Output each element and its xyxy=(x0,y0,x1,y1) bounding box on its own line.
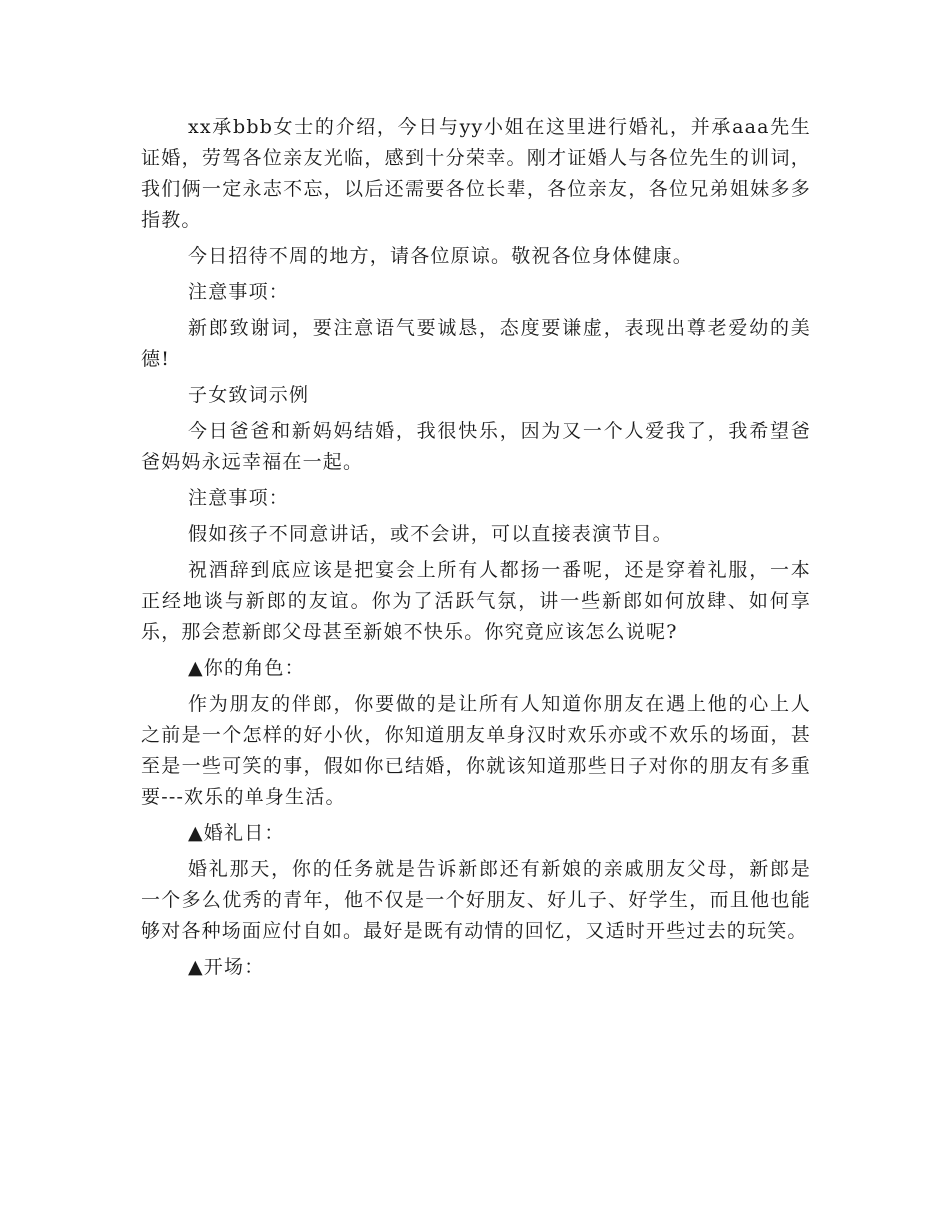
paragraph-opening-heading: ▲开场： xyxy=(188,956,265,978)
paragraph-groom-thanks: xx承bbb女士的介绍，今日与yy小姐在这里进行婚礼，并承aaa先生证婚，劳驾各位亲友光临，感到十分荣幸。刚才证婚人与各位先生的训词，我们俩一定永志不忘，以后还需要各位长辈，各位亲友，各位兄弟姐妹多多指教。 xyxy=(141,116,811,231)
paragraph-wedding-day-heading: ▲婚礼日： xyxy=(188,822,285,844)
paragraph-role-heading: ▲你的角色： xyxy=(188,657,305,679)
paragraph-groom-note: 新郎致谢词，要注意语气要诚恳，态度要谦虚，表现出尊老爱幼的美德! xyxy=(141,317,811,370)
paragraph-children-note: 假如孩子不同意讲话，或不会讲，可以直接表演节目。 xyxy=(188,523,673,545)
paragraph-apology-toast: 今日招待不周的地方，请各位原谅。敬祝各位身体健康。 xyxy=(188,245,694,267)
document-body xyxy=(141,112,811,988)
paragraph-notes-heading: 注意事项： xyxy=(188,281,290,303)
paragraph-toast-intro: 祝酒辞到底应该是把宴会上所有人都扬一番呢，还是穿着礼服，一本正经地谈与新郎的友谊。你为了活跃气氛，讲一些新郎如何放肆、如何享乐，那会惹新郎父母甚至新娘不快乐。你究竟应该怎么说呢? xyxy=(141,559,811,643)
paragraph-children-heading: 子女致词示例 xyxy=(188,384,310,406)
paragraph-role-body: 作为朋友的伴郎，你要做的是让所有人知道你朋友在遇上他的心上人之前是一个怎样的好小伙，你知道朋友单身汉时欢乐亦或不欢乐的场面，甚至是一些可笑的事，假如你已结婚，你就该知道那些日子对你的朋友有多重要---欢乐的单身生活。 xyxy=(141,693,811,808)
paragraph-wedding-day-body: 婚礼那天，你的任务就是告诉新郎还有新娘的亲戚朋友父母，新郎是一个多么优秀的青年，他不仅是一个好朋友、好儿子、好学生，而且他也能够对各种场面应付自如。最好是既有动情的回忆，又适时开些过去的玩笑。 xyxy=(141,858,811,942)
paragraph-notes-heading-2: 注意事项： xyxy=(188,487,290,509)
paragraph-children-example: 今日爸爸和新妈妈结婚，我很快乐，因为又一个人爱我了，我希望爸爸妈妈永远幸福在一起。 xyxy=(141,420,811,473)
